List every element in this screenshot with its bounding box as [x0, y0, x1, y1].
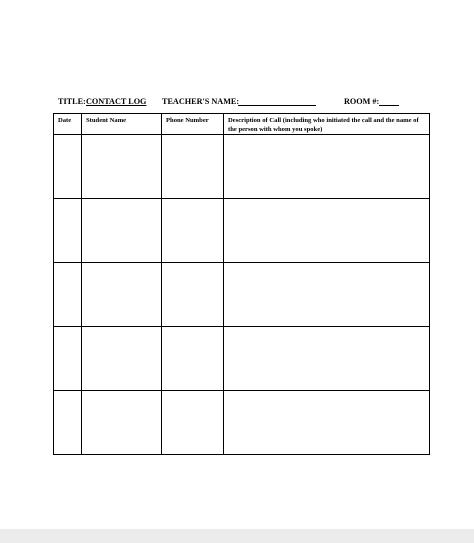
student-name-cell[interactable] — [82, 263, 162, 327]
phone-number-cell[interactable] — [162, 199, 224, 263]
contact-log-table — [53, 113, 430, 455]
table-body — [54, 135, 430, 455]
title-value: CONTACT LOG — [86, 97, 147, 106]
column-header-phone-number: Phone Number — [162, 114, 224, 135]
phone-number-cell[interactable] — [162, 263, 224, 327]
room-number-label: ROOM #: — [344, 97, 380, 106]
date-cell[interactable] — [54, 199, 82, 263]
page-bottom-edge — [0, 529, 474, 543]
date-cell[interactable] — [54, 327, 82, 391]
column-header-date: Date — [54, 114, 82, 135]
description-cell[interactable] — [224, 135, 430, 199]
teacher-name-label: TEACHER'S NAME: — [162, 97, 240, 106]
room-number-field[interactable] — [379, 105, 399, 106]
column-header-description: Description of Call (including who initiated the call and the name of the person with whom you spoke) — [224, 114, 430, 135]
table-row — [54, 135, 430, 199]
description-cell[interactable] — [224, 327, 430, 391]
phone-number-cell[interactable] — [162, 135, 224, 199]
table-header — [54, 114, 430, 135]
student-name-cell[interactable] — [82, 199, 162, 263]
student-name-cell[interactable] — [82, 327, 162, 391]
table-row — [54, 263, 430, 327]
table-row — [54, 199, 430, 263]
teacher-name-field[interactable] — [238, 105, 316, 106]
date-cell[interactable] — [54, 135, 82, 199]
date-cell[interactable] — [54, 391, 82, 455]
phone-number-cell[interactable] — [162, 327, 224, 391]
table-row — [54, 327, 430, 391]
description-cell[interactable] — [224, 391, 430, 455]
column-header-student-name: Student Name — [82, 114, 162, 135]
student-name-cell[interactable] — [82, 135, 162, 199]
form-header — [0, 97, 474, 109]
phone-number-cell[interactable] — [162, 391, 224, 455]
date-cell[interactable] — [54, 263, 82, 327]
table-row — [54, 391, 430, 455]
description-cell[interactable] — [224, 263, 430, 327]
student-name-cell[interactable] — [82, 391, 162, 455]
title-label: TITLE: — [58, 97, 86, 106]
header-row — [54, 114, 430, 135]
description-cell[interactable] — [224, 199, 430, 263]
